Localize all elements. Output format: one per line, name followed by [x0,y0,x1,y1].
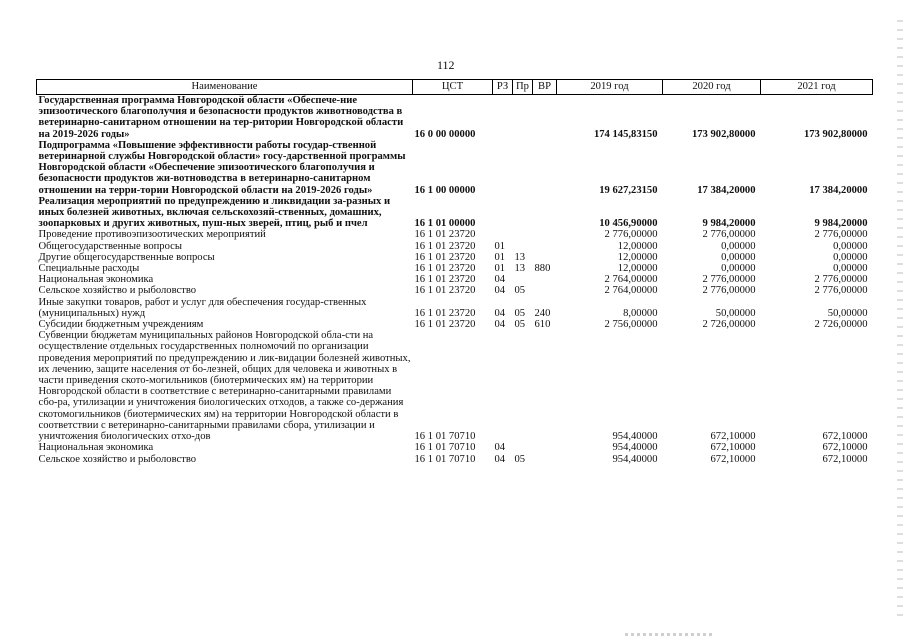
row-2020: 0,00000 [721,263,756,275]
row-name: Подпрограмма «Повышение эффективности работы государ-ственной ветеринарной службы Новгородской области» госу-дарственной программы Новгородской области «Обеспечение эпизоотического благополучия и безопасности продуктов жи-вотноводства в ветеринарно-санитарном отношении на терри-тории Новгородской области на 2019-2026 годы» [38,139,406,196]
scan-edge-marks [897,20,903,620]
row-2020: 0,00000 [721,251,756,263]
table-row [37,442,873,453]
row-pr [513,95,533,140]
row-2021: 2 726,00000 [814,319,868,331]
row-rz: 01 [494,251,506,263]
row-cst: 16 1 01 70710 [414,431,476,443]
row-cst: 16 1 01 23720 [414,251,476,263]
row-2021: 672,10000 [822,442,868,454]
row-vr: 880 [534,263,551,275]
row-rz: 04 [494,285,506,297]
row-pr: 05 [514,307,526,319]
row-2019: 954,40000 [612,431,658,443]
table-row [37,252,873,263]
row-2021: 0,00000 [833,263,868,275]
row-rz [493,196,513,230]
row-2019: 12,00000 [617,263,658,275]
row-name: Проведение противоэпизоотических мероприятий [38,229,266,241]
row-rz [493,140,513,196]
row-2021: 672,10000 [822,453,868,465]
table-row [37,229,873,240]
row-2019: 8,00000 [623,307,658,319]
row-vr [533,330,557,442]
table-row [37,297,873,319]
row-pr [513,330,533,442]
row-vr: 610 [534,319,551,331]
row-rz [493,229,513,240]
header-2019: 2019 год [557,80,663,95]
row-cst: 16 0 00 00000 [414,128,476,140]
row-2020: 17 384,20000 [697,184,756,196]
row-name: Другие общегосударственные вопросы [38,251,215,263]
row-name: Сельское хозяйство и рыболовство [38,285,197,297]
row-2019: 2 764,00000 [604,285,658,297]
row-vr [533,95,557,140]
row-vr [533,442,557,453]
row-2021: 672,10000 [822,431,868,443]
row-cst: 16 1 01 23720 [414,263,476,275]
table-row [37,274,873,285]
row-pr [513,274,533,285]
row-cst: 16 1 00 00000 [414,184,476,196]
row-2021: 17 384,20000 [809,184,868,196]
table-row [37,319,873,330]
row-name: Национальная экономика [38,274,154,286]
row-2020: 2 776,00000 [702,274,756,286]
table-row [37,241,873,252]
row-vr [533,274,557,285]
row-vr [533,140,557,196]
header-2020: 2020 год [663,80,761,95]
row-rz: 01 [494,263,506,275]
scan-bottom-smudge [625,633,715,636]
row-2020: 173 902,80000 [691,128,756,140]
row-name: Специальные расходы [38,263,140,275]
header-vr: ВР [533,80,557,95]
row-vr [533,196,557,230]
header-name: Наименование [37,80,413,95]
row-vr [533,252,557,263]
row-name: Общегосударственные вопросы [38,240,182,252]
table-row [37,285,873,296]
table-row [37,140,873,196]
row-cst: 16 1 01 00000 [414,218,476,230]
row-2019: 12,00000 [617,240,658,252]
row-pr [513,241,533,252]
header-2021: 2021 год [761,80,873,95]
row-2021: 173 902,80000 [803,128,868,140]
row-vr [533,241,557,252]
row-2021: 2 776,00000 [814,285,868,297]
row-2021: 2 776,00000 [814,229,868,241]
row-cst: 16 1 01 23720 [414,285,476,297]
row-vr: 240 [534,307,551,319]
row-2019: 10 456,90000 [599,218,658,230]
table-row [37,330,873,442]
row-name: Национальная экономика [38,442,154,454]
header-pr: Пр [513,80,533,95]
row-rz [493,330,513,442]
row-vr [533,229,557,240]
row-2019: 954,40000 [612,453,658,465]
row-rz: 01 [494,240,506,252]
row-name: Реализация мероприятий по предупреждению и ликвидации за-разных и иных болезней животных, включая сельскохозяй-ственных, домашних, зоопарковых и других животных, пуш-ных зверей, птиц, рыб и пчел [38,195,391,230]
row-pr: 13 [514,251,526,263]
row-pr: 13 [514,263,526,275]
row-pr [513,442,533,453]
row-2020: 672,10000 [710,431,756,443]
row-pr: 05 [514,453,526,465]
row-vr [533,285,557,296]
row-pr: 05 [514,285,526,297]
row-2020: 50,00000 [715,307,756,319]
table-row [37,263,873,274]
row-rz: 04 [494,453,506,465]
row-2020: 0,00000 [721,240,756,252]
row-2019: 19 627,23150 [599,184,658,196]
row-rz: 04 [494,442,506,454]
row-2021: 9 984,20000 [814,218,868,230]
row-2020: 2 726,00000 [702,319,756,331]
row-name: Субвенции бюджетам муниципальных районов Новгородской обла-сти на осуществление отдельных государственных полномочий по организации проведения мероприятий по предупреждению и лик-видации болезней животных, их лечению, защите населения от бо-лезней, общих для человека и животных в части приведения ското-могильников (биотермических ям) на территории Новгородской области в соответствие с ветеринарно-санитарными правилами сбо-ра, утилизации и уничтожения биологических отходов, а также со-держания скотомогильников (биотермических ям) на территории Новгородской области в соответствии с ветеринарно-санитарными правилами сбора, утилизации и уничтожения биологических отхо-дов [38,330,411,443]
table-row [37,454,873,465]
header-rz: РЗ [493,80,513,95]
budget-table [36,79,873,465]
row-rz: 04 [494,307,506,319]
row-2020: 672,10000 [710,442,756,454]
row-cst: 16 1 01 70710 [414,453,476,465]
row-cst: 16 1 01 23720 [414,307,476,319]
row-2020: 9 984,20000 [702,218,756,230]
row-2019: 954,40000 [612,442,658,454]
table-row [37,196,873,230]
row-cst: 16 1 01 23720 [414,319,476,331]
row-cst: 16 1 01 23720 [414,229,476,241]
row-2021: 0,00000 [833,240,868,252]
row-2021: 2 776,00000 [814,274,868,286]
row-2021: 0,00000 [833,251,868,263]
row-2019: 12,00000 [617,251,658,263]
row-cst: 16 1 01 23720 [414,240,476,252]
row-pr: 05 [514,319,526,331]
row-2019: 2 776,00000 [604,229,658,241]
row-pr [513,229,533,240]
row-2019: 2 756,00000 [604,319,658,331]
row-2020: 2 776,00000 [702,285,756,297]
row-cst: 16 1 01 70710 [414,442,476,454]
table-row [37,95,873,140]
row-2019: 2 764,00000 [604,274,658,286]
row-pr [513,196,533,230]
table-header-row [37,80,873,95]
row-2019: 174 145,83150 [593,128,658,140]
row-name: Государственная программа Новгородской области «Обеспече-ние эпизоотического благополучия и безопасности продуктов животноводства в ветеринарно-санитарном отношении на тер-ритории Новгородской области на 2019-2026 годы» [38,95,404,140]
row-2020: 2 776,00000 [702,229,756,241]
header-cst: ЦСТ [413,80,493,95]
row-pr [513,140,533,196]
row-name: Субсидии бюджетным учреждениям [38,319,204,331]
row-rz: 04 [494,319,506,331]
row-2020: 672,10000 [710,453,756,465]
row-rz [493,95,513,140]
row-name: Сельское хозяйство и рыболовство [38,453,197,465]
page-number: 112 [437,58,455,72]
row-2021: 50,00000 [827,307,868,319]
row-rz: 04 [494,274,506,286]
row-vr [533,454,557,465]
row-name: Иные закупки товаров, работ и услуг для обеспечения государ-ственных (муниципальных) нужд [38,296,367,319]
row-cst: 16 1 01 23720 [414,274,476,286]
